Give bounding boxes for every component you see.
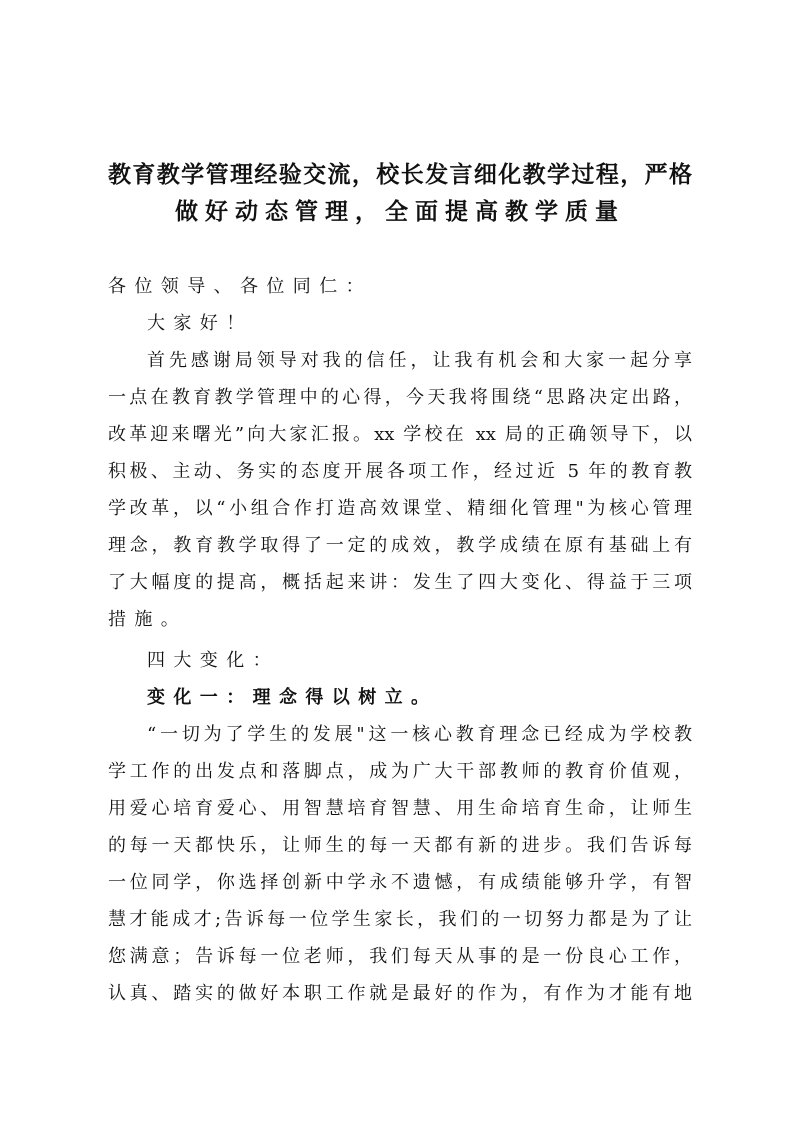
paragraph-1 [108, 342, 692, 638]
paragraph-line: 了大幅度的提高，概括起来讲：发生了四大变化、得益于三项 [108, 572, 692, 593]
paragraph-line: 措施。 [108, 609, 188, 630]
paragraph-line: 的每一天都快乐，让师生的每一天都有新的进步。我们告诉每 [108, 835, 692, 856]
paragraph-line: “一切为了学生的发展"这一核心教育理念已经成为学校教 [147, 724, 692, 745]
section-heading: 四大变化： [147, 650, 279, 671]
paragraph-2 [108, 716, 692, 1012]
paragraph-line: 理念，教育教学取得了一定的成效，教学成绩在原有基础上有 [108, 535, 692, 556]
greeting: 大家好！ [147, 313, 253, 334]
paragraph-line: 学改革，以“小组合作打造高效课堂、精细化管理"为核心管理 [108, 498, 692, 519]
paragraph-line: 首先感谢局领导对我的信任，让我有机会和大家一起分享 [147, 350, 692, 371]
paragraph-line: 学工作的出发点和落脚点，成为广大干部教师的教育价值观， [108, 761, 692, 782]
paragraph-line: 一位同学，你选择创新中学永不遗憾，有成绩能够升学，有智 [108, 872, 692, 893]
title-line-2: 做好动态管理，全面提高教学质量 [175, 198, 625, 225]
title-line-1: 教育教学管理经验交流，校长发言细化教学过程，严格 [108, 161, 692, 188]
paragraph-line: 改革迎来曙光”向大家汇报。xx 学校在 xx 局的正确领导下，以 [108, 424, 692, 445]
paragraph-line: 慧才能成才;告诉每一位学生家长，我们的一切努力都是为了让 [108, 909, 692, 930]
subheading: 变化一：理念得以树立。 [147, 687, 438, 708]
paragraph-line: 认真、踏实的做好本职工作就是最好的作为，有作为才能有地 [108, 983, 692, 1004]
document-body [108, 268, 692, 1012]
paragraph-line: 积极、主动、务实的态度开展各项工作，经过近 5 年的教育教 [108, 461, 692, 482]
paragraph-line: 用爱心培育爱心、用智慧培育智慧、用生命培育生命，让师生 [108, 798, 692, 819]
paragraph-line: 一点在教育教学管理中的心得，今天我将围绕“思路决定出路， [108, 387, 692, 408]
paragraph-line: 您满意；告诉每一位老师，我们每天从事的是一份良心工作， [108, 946, 692, 967]
salutation: 各位领导、各位同仁： [108, 276, 372, 297]
document-title [108, 156, 692, 230]
